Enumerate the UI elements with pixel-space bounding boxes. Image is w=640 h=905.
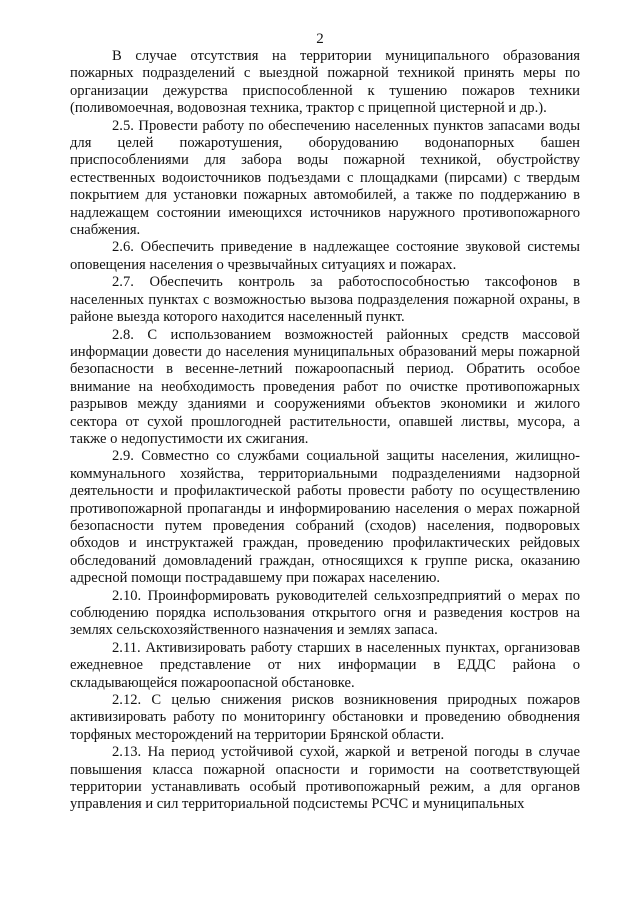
page-number: 2 <box>316 31 324 47</box>
paragraph-2-11-village-elders: 2.11. Активизировать работу старших в населенных пунктах, организовав ежедневное представление от них информации в ЕДДС района о складывающейся пожароопасной обстановке. <box>70 639 580 691</box>
paragraph-2-10-agri-enterprises: 2.10. Проинформировать руководителей сельхозпредприятий о мерах по соблюдению порядка использования открытого огня и разведения костров на землях сельскохозяйственного назначения и землях запаса. <box>70 587 580 639</box>
paragraph-2-12-peat-monitoring: 2.12. С целью снижения рисков возникновения природных пожаров активизировать работу по мониторингу обстановки и проведению обводнения торфяных месторождений на территории Брянской области. <box>70 692 580 743</box>
paragraph-2-13-special-regime: 2.13. На период устойчивой сухой, жаркой и ветреной погоды в случае повышения класса пожарной опасности и горимости на соответствующей территории устанавливать особый противопожарный режим, а для органов управления и сил территориальной подсистемы РСЧС и муниципальных <box>70 744 580 813</box>
paragraph-2-9-fire-propaganda: 2.9. Совместно со службами социальной защиты населения, жилищно-коммунального хозяйства, территориальными подразделениями надзорной деятельности и профилактической работы провести работу по осуществлению противопожарной пропаганды и информированию населения о мерах пожарной безопасности путем проведения собраний (сходов) населения, подворовых обходов и инструктажей граждан, проведению профилактических рейдовых обследований домовладений граждан, относящихся к группе риска, оказанию адресной помощи пострадавшему при пожарах населению. <box>70 448 580 587</box>
paragraph-2-7-payphones: 2.7. Обеспечить контроль за работоспособностью таксофонов в населенных пунктах с возможностью вызова подразделения пожарной охраны, в районе выезда которого находится населенный пункт. <box>70 274 580 326</box>
paragraph-2-6-warning-system: 2.6. Обеспечить приведение в надлежащее состояние звуковой системы оповещения населения о чрезвычайных ситуациях и пожарах. <box>70 239 580 273</box>
paragraph-2-8-mass-media: 2.8. С использованием возможностей районных средств массовой информации довести до населения муниципальных образований меры пожарной безопасности в весенне-летний пожароопасный период. Обратить особое внимание на необходимость проведения работ по очистке противопожарных разрывов между зданиями и сооружениями объектов экономики и жилого сектора от сухой прошлогодней растительности, опавшей листвы, мусора, а также о недопустимости их сжигания. <box>70 326 580 447</box>
paragraph-2-5-water-supply: 2.5. Провести работу по обеспечению населенных пунктов запасами воды для целей пожаротушения, оборудованию водонапорных башен приспособлениями для забора воды пожарной техникой, обустройству естественных водоисточников подъездами с площадками (пирсами) с твердым покрытием для установки пожарных автомобилей, а также по поддержанию в надлежащем состоянии имеющихся источников наружного противопожарного снабжения. <box>70 117 580 239</box>
paragraph-fire-equipment-duty: В случае отсутствия на территории муниципального образования пожарных подразделений с выездной пожарной техникой принять меры по организации дежурства приспособленной к тушению пожаров техники (поливомоечная, водовозная техника, трактор с прицепной цистерной и др.). <box>70 48 580 117</box>
document-body <box>70 48 580 814</box>
